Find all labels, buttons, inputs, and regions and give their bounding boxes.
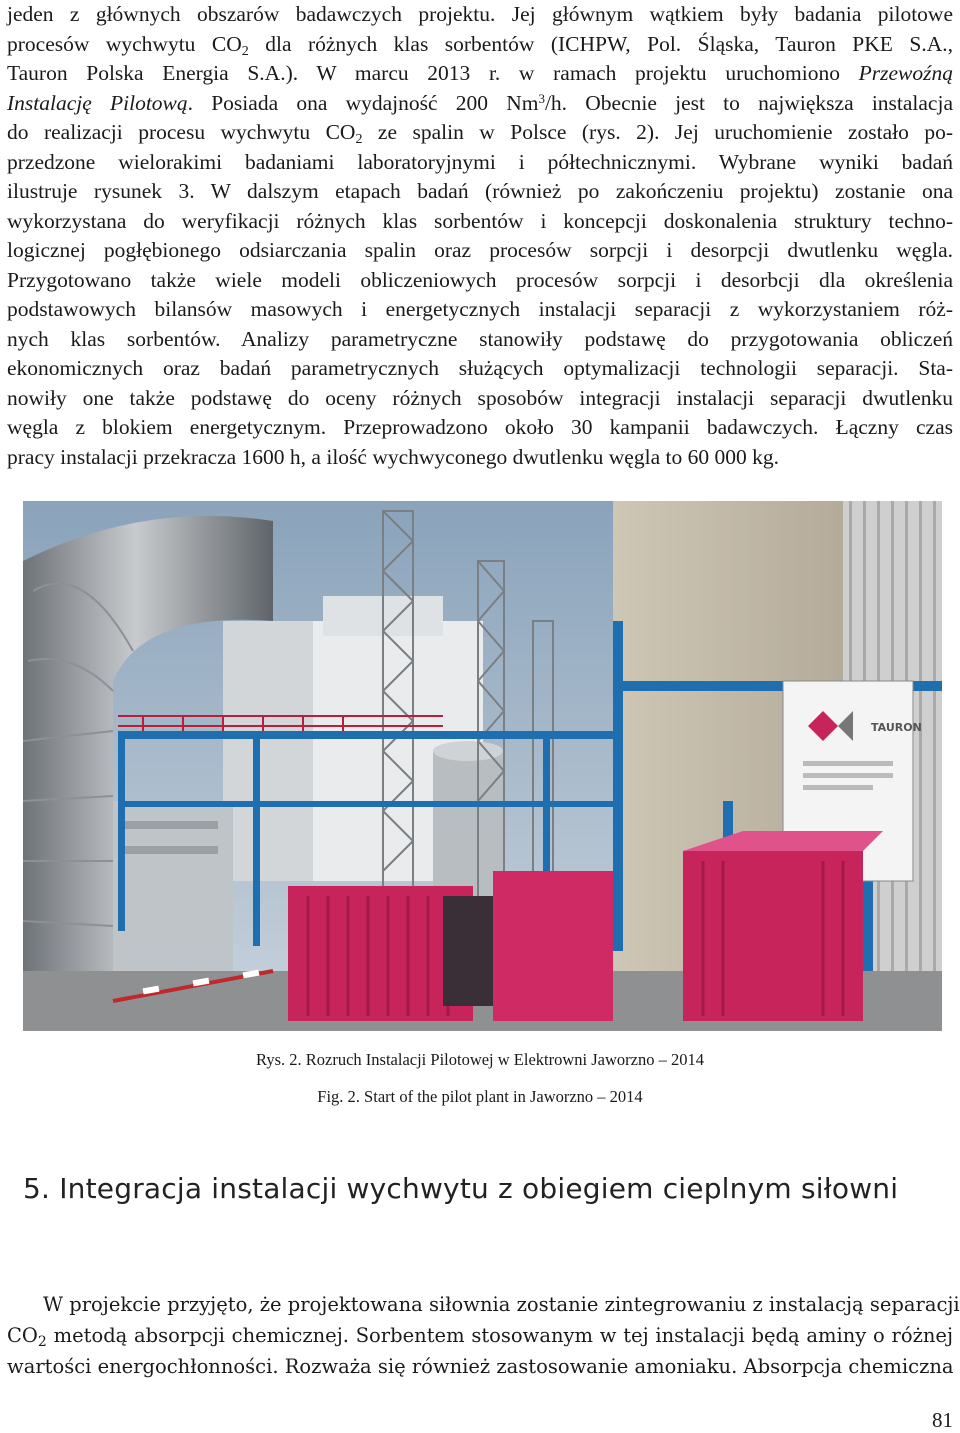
text-segment: 2: [241, 43, 249, 59]
text-line: [7, 295, 953, 325]
text-line: [7, 59, 953, 89]
text-segment: 3: [538, 90, 545, 106]
text-line: [7, 207, 953, 237]
figure-caption-pl: Rys. 2. Rozruch Instalacji Pilotowej w Elektrowni Jaworzno – 2014: [256, 1050, 704, 1069]
text-segment: Tauron Polska Energia S.A.). W marcu 2013 r. w ramach projektu uruchomiono: [7, 61, 859, 85]
body-paragraph-1: [7, 0, 953, 472]
text-segment: ze spalin w Polsce (rys. 2). Jej uruchomienie zostało po-: [362, 120, 953, 144]
text-segment: CO: [7, 1324, 38, 1347]
text-line: [7, 118, 953, 148]
text-segment: logicznej pogłębionego odsiarczania spalin oraz procesów sorpcji i desorpcji dwutlenku węgla.: [7, 238, 953, 262]
text-segment: ekonomicznych oraz badań parametrycznych służących optymalizacji technologii separacji. Sta-: [7, 356, 953, 380]
text-line: [7, 325, 953, 355]
text-segment: pracy instalacji przekracza 1600 h, a ilość wychwyconego dwutlenku węgla to 60 000 kg.: [7, 444, 779, 469]
text-segment: do realizacji procesu wychwytu CO: [7, 120, 356, 144]
text-line: [7, 0, 953, 30]
text-line: [7, 1289, 960, 1320]
text-segment: /h. Obecnie jest to największa instalacja: [544, 90, 953, 115]
text-segment: Instalację Pilotową: [7, 90, 188, 115]
text-segment: ilustruje rysunek 3. W dalszym etapach badań (również po zakończeniu projektu) zostanie ona: [7, 179, 953, 203]
section-heading: 5. Integracja instalacji wychwytu z obiegiem cieplnym siłowni: [23, 1172, 899, 1205]
text-line: [7, 354, 953, 384]
text-segment: 2: [355, 132, 363, 147]
text-segment: metodą absorpcji chemicznej. Sorbentem stosowanym w tej instalacji będą aminy o różnej: [46, 1324, 953, 1347]
text-segment: procesów wychwytu CO: [7, 31, 242, 56]
text-segment: 2: [37, 1334, 47, 1350]
figure-caption-en: Fig. 2. Start of the pilot plant in Jaworzno – 2014: [317, 1087, 643, 1106]
text-line: [7, 148, 953, 178]
text-segment: dla różnych klas sorbentów (ICHPW, Pol. Śląska, Tauron PKE S.A.,: [248, 31, 953, 56]
text-segment: wykorzystana do weryfikacji różnych klas sorbentów i koncepcji doskonalenia struktury techno-: [7, 208, 953, 233]
text-line: [7, 1351, 953, 1382]
text-line: [7, 1320, 953, 1351]
text-segment: węgla z blokiem energetycznym. Przeprowadzono około 30 kampanii badawczych. Łączny czas: [7, 415, 953, 439]
text-line: [7, 236, 953, 266]
text-segment: jeden z głównych obszarów badawczych projektu. Jej głównym wątkiem były badania pilotowe: [7, 2, 953, 26]
text-line: [7, 443, 953, 473]
text-segment: wartości energochłonności. Rozważa się również zastosowanie amoniaku. Absorpcja chemiczna: [7, 1355, 954, 1378]
text-segment: podstawowych bilansów masowych i energetycznych instalacji separacji z wykorzystaniem róż-: [7, 297, 953, 321]
text-line: [7, 30, 953, 60]
pilot-plant-illustration: [23, 501, 942, 1031]
text-line: [7, 413, 953, 443]
text-segment: nych klas sorbentów. Analizy parametryczne stanowiły podstawę do przygotowania obliczeń: [7, 326, 953, 351]
sign-brand-text: TAURON: [871, 721, 922, 734]
text-line: [7, 177, 953, 207]
body-paragraph-2: [7, 1289, 960, 1382]
text-segment: Przygotowano także wiele modeli obliczeniowych procesów sorpcji i desorbcji dla określenia: [7, 267, 953, 292]
text-line: [7, 89, 953, 119]
text-segment: W projekcie przyjęto, że projektowana siłownia zostanie zintegrowaniu z instalacją separacji: [43, 1293, 960, 1316]
text-line: [7, 384, 953, 414]
page-number: 81: [932, 1408, 953, 1432]
text-line: [7, 266, 953, 296]
text-segment: Przewoźną: [858, 61, 953, 85]
text-segment: przedzone wielorakimi badaniami laboratoryjnymi i półtechnicznymi. Wybrane wyniki badań: [7, 149, 953, 174]
text-segment: nowiły one także podstawę do oceny różnych sposobów integracji instalacji separacji dwutlenku: [7, 385, 953, 410]
pilot-plant-photo: [23, 501, 942, 1031]
text-segment: . Posiada ona wydajność 200 Nm: [187, 90, 539, 115]
